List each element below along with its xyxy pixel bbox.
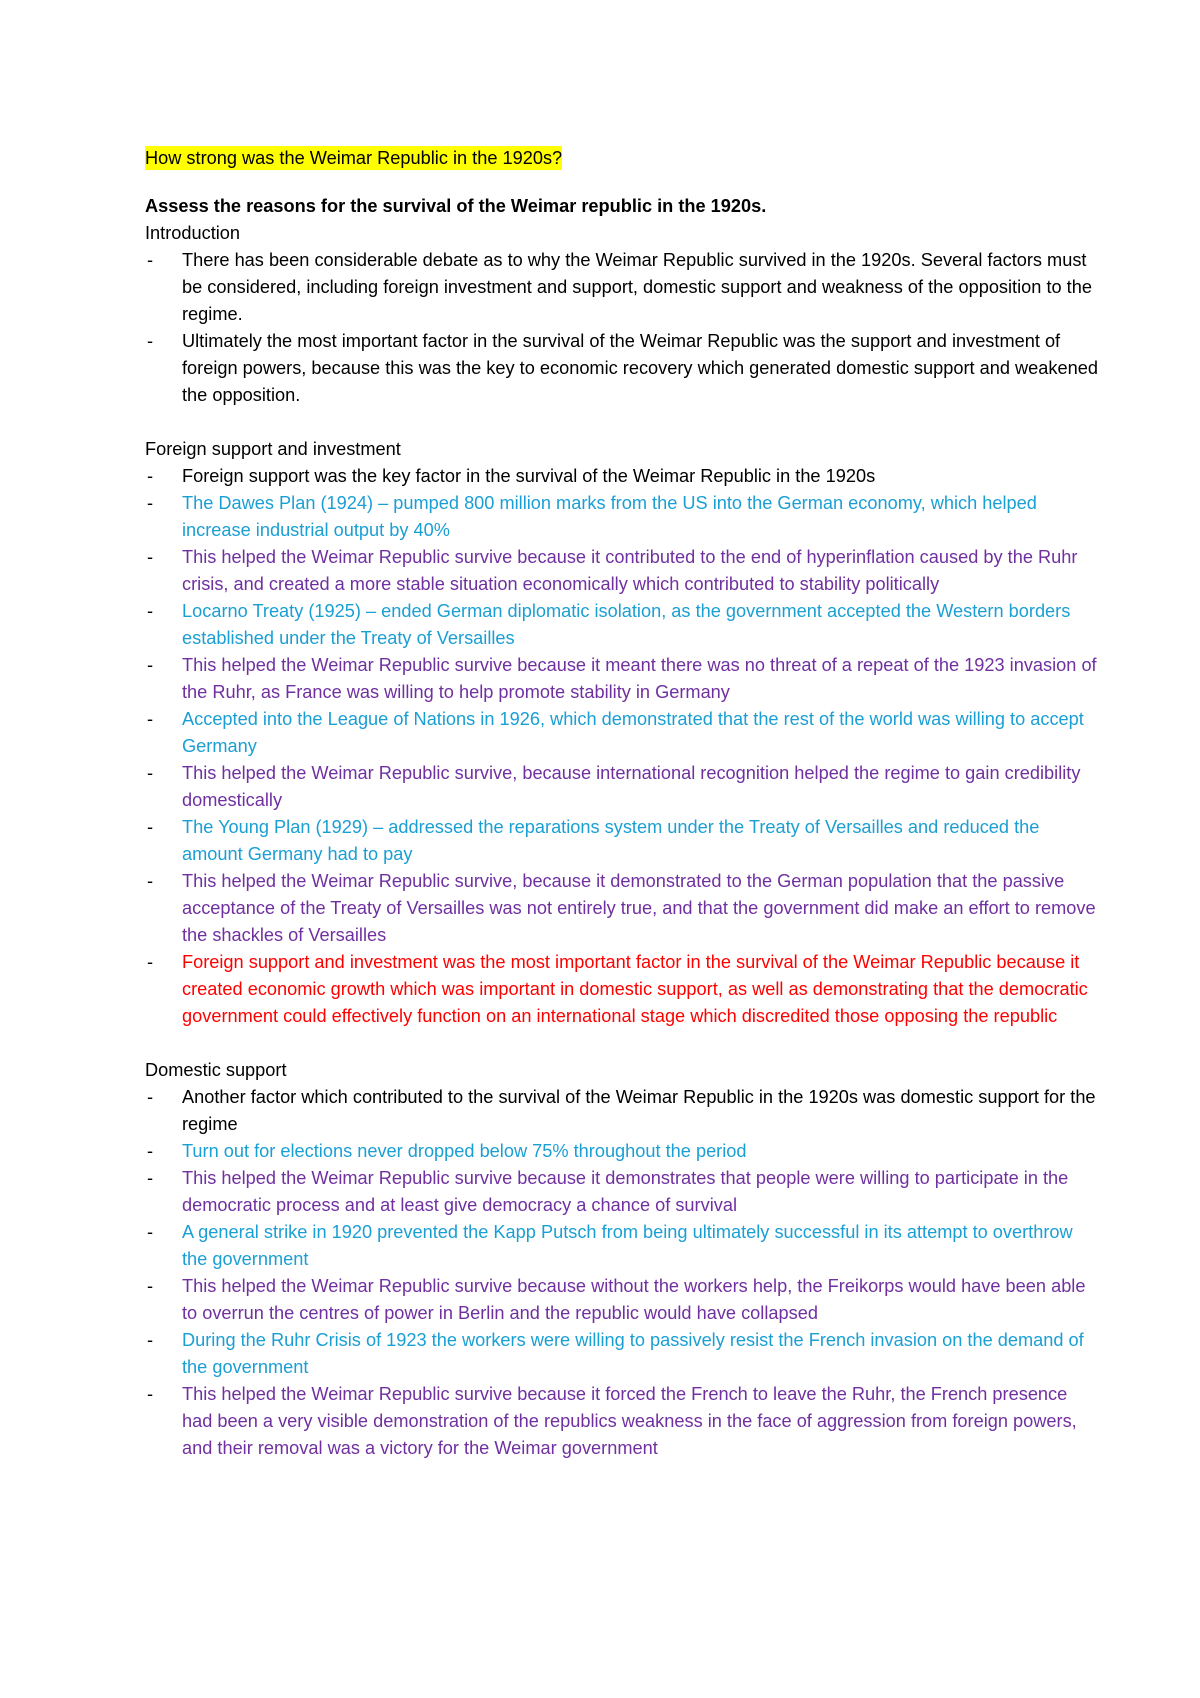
bullet-dash-icon: - [147, 817, 154, 837]
list-item-text: Accepted into the League of Nations in 1926, which demonstrated that the rest of the world was willing to accept Germany [182, 709, 1084, 756]
list-item-text: This helped the Weimar Republic survive because it forced the French to leave the Ruhr, the French presence had been a very visible demonstration of the republics weakness in the face of aggression from foreign powers, and their removal was a victory for the Weimar government [182, 1384, 1077, 1458]
list-item [145, 1273, 1100, 1327]
bullet-dash-icon: - [147, 547, 154, 567]
domestic-heading: Domestic support [145, 1060, 287, 1080]
list-item-text: There has been considerable debate as to why the Weimar Republic survived in the 1920s. Several factors must be considered, including foreign investment and support, domestic support and weakness of the opposition to the regime. [182, 250, 1092, 324]
list-item [145, 463, 1100, 490]
list-item-text: Foreign support was the key factor in the survival of the Weimar Republic in the 1920s [182, 466, 876, 486]
bullet-dash-icon: - [147, 763, 154, 783]
foreign-list [145, 463, 1100, 1030]
list-item [145, 652, 1100, 706]
foreign-heading: Foreign support and investment [145, 439, 401, 459]
bullet-dash-icon: - [147, 1087, 154, 1107]
intro-heading: Introduction [145, 223, 241, 243]
list-item [145, 328, 1100, 409]
list-item [145, 544, 1100, 598]
list-item [145, 868, 1100, 949]
bullet-dash-icon: - [147, 1222, 154, 1242]
list-item [145, 598, 1100, 652]
list-item-text: Another factor which contributed to the survival of the Weimar Republic in the 1920s was domestic support for the regime [182, 1087, 1096, 1134]
list-item-text: Foreign support and investment was the most important factor in the survival of the Weimar Republic because it created economic growth which was important in domestic support, as well as demonstrating that the democratic government could effectively function on an international stage which discredited those opposing the republic [182, 952, 1088, 1026]
bullet-dash-icon: - [147, 331, 154, 351]
list-item [145, 1165, 1100, 1219]
bullet-dash-icon: - [147, 1384, 154, 1404]
list-item-text: This helped the Weimar Republic survive because it contributed to the end of hyperinflation caused by the Ruhr crisis, and created a more stable situation economically which contributed to stability politically [182, 547, 1078, 594]
bullet-dash-icon: - [147, 466, 154, 486]
bullet-dash-icon: - [147, 1168, 154, 1188]
list-item [145, 1381, 1100, 1462]
list-item-text: Locarno Treaty (1925) – ended German diplomatic isolation, as the government accepted the Western borders established under the Treaty of Versailles [182, 601, 1071, 648]
bullet-dash-icon: - [147, 493, 154, 513]
list-item-text: During the Ruhr Crisis of 1923 the workers were willing to passively resist the French invasion on the demand of the government [182, 1330, 1084, 1377]
bullet-dash-icon: - [147, 601, 154, 621]
list-item-text: This helped the Weimar Republic survive, because it demonstrated to the German population that the passive acceptance of the Treaty of Versailles was not entirely true, and that the government did make an effort to remove the shackles of Versailles [182, 871, 1096, 945]
domestic-list [145, 1084, 1100, 1462]
bullet-dash-icon: - [147, 1141, 154, 1161]
list-item-text: The Young Plan (1929) – addressed the reparations system under the Treaty of Versailles and reduced the amount Germany had to pay [182, 817, 1040, 864]
list-item-text: Ultimately the most important factor in the survival of the Weimar Republic was the support and investment of foreign powers, because this was the key to economic recovery which generated domestic support and weakened the opposition. [182, 331, 1098, 405]
list-item [145, 1219, 1100, 1273]
list-item-text: The Dawes Plan (1924) – pumped 800 million marks from the US into the German economy, which helped increase industrial output by 40% [182, 493, 1037, 540]
list-item [145, 706, 1100, 760]
bullet-dash-icon: - [147, 952, 154, 972]
bullet-dash-icon: - [147, 655, 154, 675]
bullet-dash-icon: - [147, 1330, 154, 1350]
intro-list [145, 247, 1100, 409]
list-item-text: A general strike in 1920 prevented the Kapp Putsch from being ultimately successful in its attempt to overthrow the government [182, 1222, 1073, 1269]
list-item [145, 760, 1100, 814]
list-item-text: This helped the Weimar Republic survive because without the workers help, the Freikorps would have been able to overrun the centres of power in Berlin and the republic would have collapsed [182, 1276, 1086, 1323]
list-item [145, 1084, 1100, 1138]
bullet-dash-icon: - [147, 250, 154, 270]
list-item [145, 1138, 1100, 1165]
list-item-text: Turn out for elections never dropped below 75% throughout the period [182, 1141, 747, 1161]
list-item [145, 814, 1100, 868]
bullet-dash-icon: - [147, 709, 154, 729]
list-item [145, 247, 1100, 328]
bullet-dash-icon: - [147, 1276, 154, 1296]
list-item-text: This helped the Weimar Republic survive, because international recognition helped the regime to gain credibility domestically [182, 763, 1081, 810]
list-item [145, 490, 1100, 544]
list-item-text: This helped the Weimar Republic survive because it demonstrates that people were willing to participate in the democratic process and at least give democracy a chance of survival [182, 1168, 1069, 1215]
list-item [145, 1327, 1100, 1381]
essay-question: Assess the reasons for the survival of the Weimar republic in the 1920s. [145, 196, 767, 216]
document-title: How strong was the Weimar Republic in the 1920s? [145, 148, 563, 168]
bullet-dash-icon: - [147, 871, 154, 891]
list-item [145, 949, 1100, 1030]
list-item-text: This helped the Weimar Republic survive because it meant there was no threat of a repeat of the 1923 invasion of the Ruhr, as France was willing to help promote stability in Germany [182, 655, 1097, 702]
